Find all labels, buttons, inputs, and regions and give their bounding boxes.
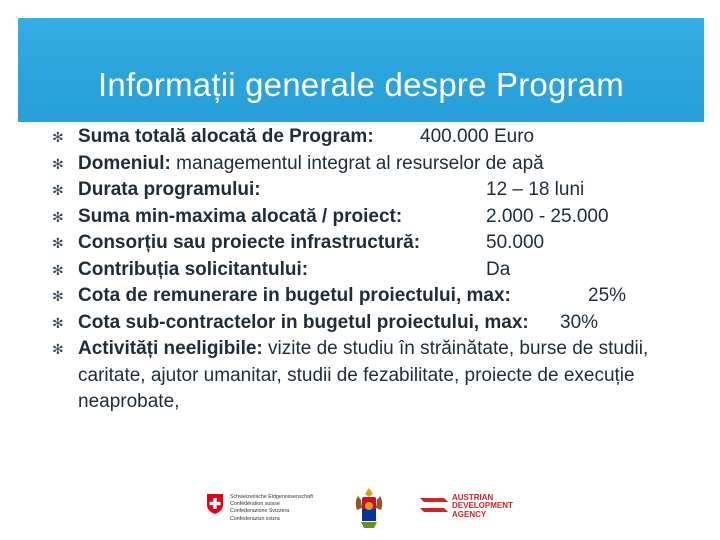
item-value: 2.000 - 25.000 — [486, 205, 609, 227]
item-label: Activități neeligibile: — [78, 338, 269, 359]
swiss-line: Confédération suisse — [230, 501, 280, 508]
item-label: Durata programului: — [78, 179, 261, 200]
asterisk-bullet-icon: ✻ — [52, 155, 64, 172]
swiss-logo-text — [230, 494, 340, 523]
item-value: 30% — [560, 311, 599, 333]
item-value: 25% — [588, 285, 627, 306]
list-item — [50, 257, 670, 284]
asterisk-bullet-icon: ✻ — [52, 208, 64, 225]
moldova-coat-of-arms-icon — [352, 486, 386, 530]
item-label: Contribuția solicitantului: — [78, 258, 309, 280]
list-item — [50, 151, 670, 178]
asterisk-bullet-icon: ✻ — [52, 129, 64, 145]
ada-line: AGENCY — [452, 509, 487, 519]
item-label: Cota de remunerare in bugetul proiectului, max: — [78, 285, 511, 306]
item-value: vizite de studiu în străinătate, burse de studii, caritate, ajutor umanitar, studii de fezabilitate, proiecte de execuție neaprobate, — [78, 338, 649, 412]
ada-flag-mark-icon — [420, 498, 448, 512]
asterisk-bullet-icon: ✻ — [52, 182, 64, 198]
item-label: Suma min-maxima alocată / proiect: — [78, 205, 403, 227]
item-value: 400.000 Euro — [420, 126, 535, 147]
asterisk-bullet-icon: ✻ — [52, 314, 64, 331]
item-value: managementul integrat al resurselor de apă — [176, 152, 544, 174]
list-item — [50, 283, 670, 310]
swiss-line: Confederaziun svizra — [230, 515, 280, 522]
item-label: Consorțiu sau proiecte infrastructură: — [78, 232, 421, 253]
ada-line: DEVELOPMENT — [452, 501, 513, 511]
item-label: Suma totală alocată de Program: — [78, 126, 374, 147]
info-list — [50, 124, 670, 416]
item-label: Cota sub-contractelor in bugetul proiectului, max: — [78, 311, 529, 333]
item-label: Domeniul: — [78, 152, 177, 174]
swiss-flag-icon — [205, 494, 225, 514]
item-value: Da — [486, 258, 511, 280]
list-item — [50, 230, 670, 257]
list-item — [50, 310, 670, 337]
item-value: 12 – 18 luni — [486, 179, 585, 200]
swiss-line: Schweizerische Eidgenossenschaft — [230, 494, 314, 500]
list-item — [50, 204, 670, 231]
title-band — [18, 18, 704, 122]
asterisk-bullet-icon: ✻ — [52, 261, 64, 278]
asterisk-bullet-icon: ✻ — [52, 341, 64, 357]
ada-logo-text — [452, 494, 532, 519]
list-item — [50, 336, 670, 416]
swiss-line: Confederazione Svizzera — [230, 508, 290, 515]
partner-logos — [0, 486, 720, 536]
asterisk-bullet-icon: ✻ — [52, 235, 64, 251]
page-title: Informații generale despre Program — [98, 66, 624, 103]
item-value: 50.000 — [486, 232, 545, 253]
list-item — [50, 177, 670, 204]
asterisk-bullet-icon: ✻ — [52, 288, 64, 304]
list-item — [50, 124, 670, 151]
ada-line: AUSTRIAN — [452, 493, 494, 502]
